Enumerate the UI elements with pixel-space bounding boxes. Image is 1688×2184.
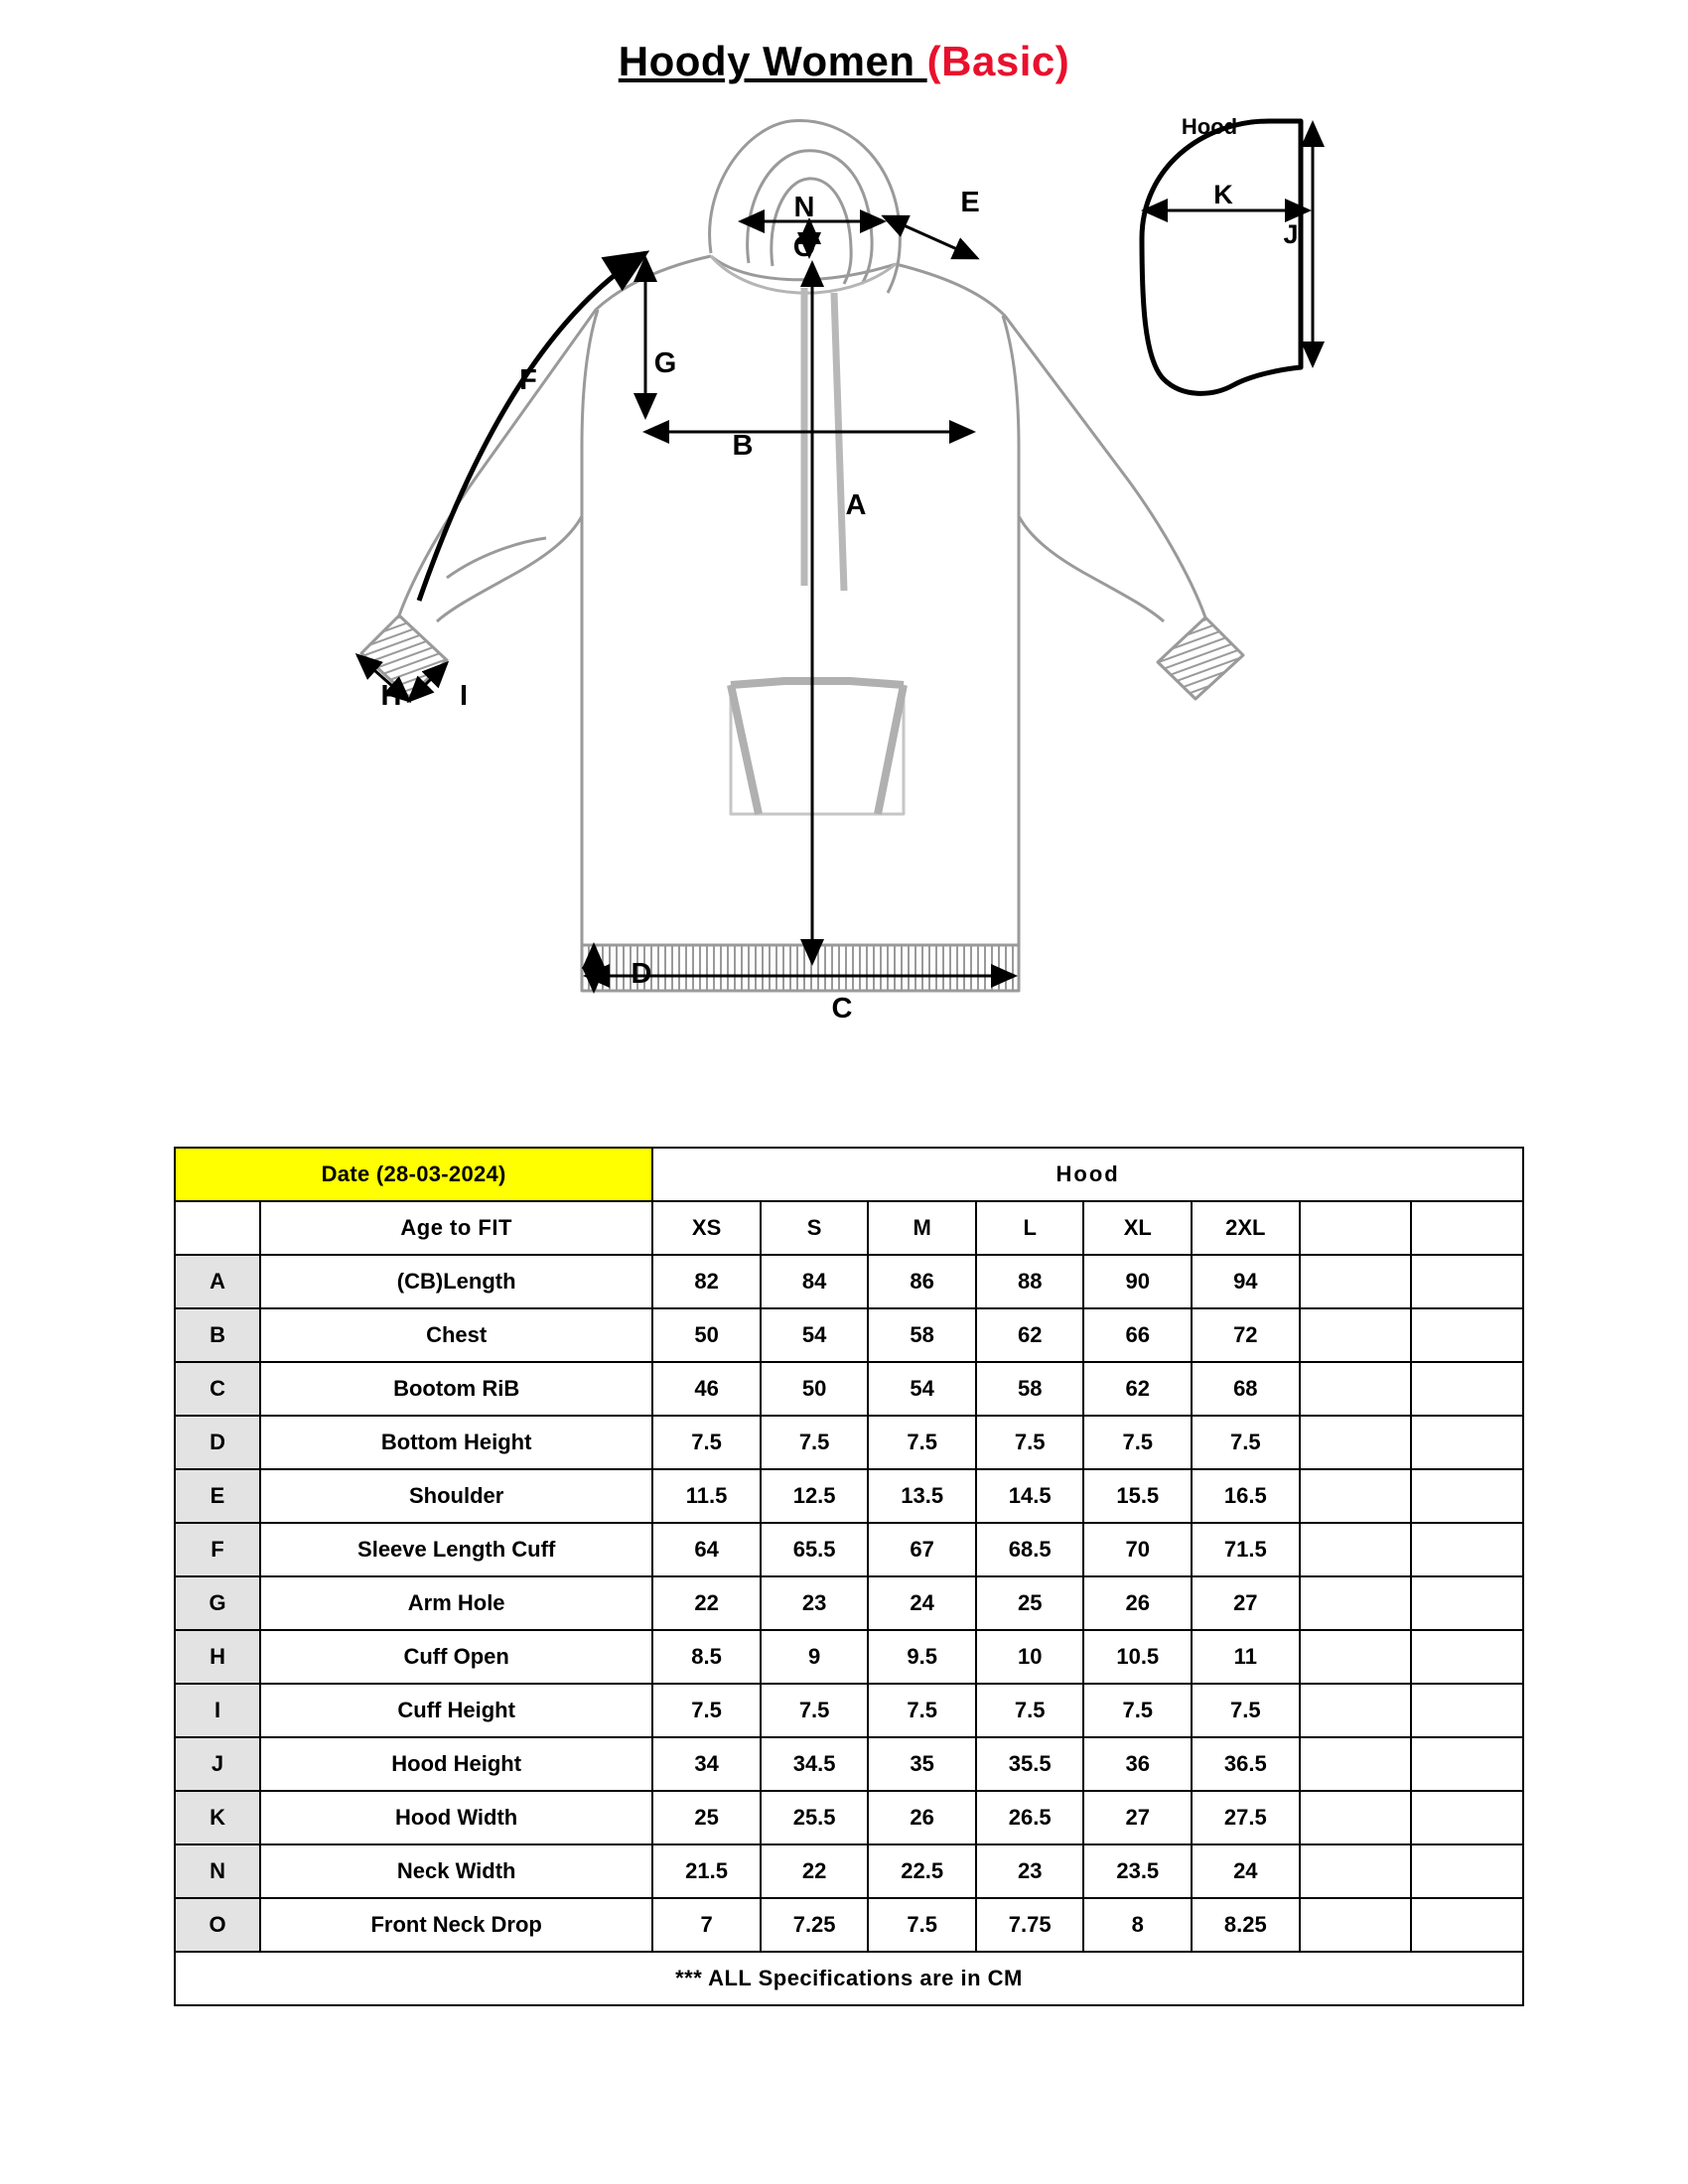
row-value-xl: 62 — [1083, 1362, 1192, 1416]
row-letter: A — [175, 1255, 260, 1308]
row-value-2xl: 71.5 — [1192, 1523, 1300, 1576]
row-value-xs: 64 — [652, 1523, 761, 1576]
size-header-s: S — [761, 1201, 869, 1255]
row-blank-2 — [1411, 1523, 1523, 1576]
row-value-2xl: 36.5 — [1192, 1737, 1300, 1791]
row-value-xl: 90 — [1083, 1255, 1192, 1308]
row-value-xs: 8.5 — [652, 1630, 761, 1684]
row-value-xs: 22 — [652, 1576, 761, 1630]
size-header-blank-1 — [1300, 1201, 1412, 1255]
row-value-m: 7.5 — [868, 1684, 976, 1737]
row-value-m: 24 — [868, 1576, 976, 1630]
table-row — [175, 1737, 1523, 1791]
row-name: Chest — [260, 1308, 652, 1362]
row-value-2xl: 72 — [1192, 1308, 1300, 1362]
size-header-blank-2 — [1411, 1201, 1523, 1255]
row-value-l: 7.75 — [976, 1898, 1084, 1952]
table-row — [175, 1844, 1523, 1898]
table-row — [175, 1791, 1523, 1844]
row-value-2xl: 8.25 — [1192, 1898, 1300, 1952]
label-A: A — [845, 489, 867, 521]
row-letter: E — [175, 1469, 260, 1523]
row-letter: O — [175, 1898, 260, 1952]
label-J: J — [1283, 219, 1299, 249]
label-N: N — [793, 192, 815, 223]
row-value-2xl: 24 — [1192, 1844, 1300, 1898]
label-E: E — [960, 187, 980, 218]
label-B: B — [732, 430, 754, 462]
row-value-s: 84 — [761, 1255, 869, 1308]
table-row — [175, 1469, 1523, 1523]
row-name: Shoulder — [260, 1469, 652, 1523]
row-value-xs: 46 — [652, 1362, 761, 1416]
size-header-l: L — [976, 1201, 1084, 1255]
row-name: Cuff Height — [260, 1684, 652, 1737]
row-value-m: 9.5 — [868, 1630, 976, 1684]
row-value-l: 58 — [976, 1362, 1084, 1416]
row-blank-1 — [1300, 1469, 1412, 1523]
row-value-m: 54 — [868, 1362, 976, 1416]
row-value-xs: 7.5 — [652, 1416, 761, 1469]
row-blank-2 — [1411, 1576, 1523, 1630]
row-value-m: 86 — [868, 1255, 976, 1308]
page-title-sub: (Basic) — [926, 38, 1070, 84]
table-row — [175, 1416, 1523, 1469]
row-letter: H — [175, 1630, 260, 1684]
row-value-s: 23 — [761, 1576, 869, 1630]
row-blank-2 — [1411, 1308, 1523, 1362]
row-value-m: 7.5 — [868, 1416, 976, 1469]
row-value-s: 7.25 — [761, 1898, 869, 1952]
row-value-xl: 26 — [1083, 1576, 1192, 1630]
age-to-fit-label: Age to FIT — [260, 1201, 652, 1255]
row-blank-2 — [1411, 1844, 1523, 1898]
row-value-l: 14.5 — [976, 1469, 1084, 1523]
row-value-2xl: 94 — [1192, 1255, 1300, 1308]
row-value-m: 58 — [868, 1308, 976, 1362]
row-blank-2 — [1411, 1469, 1523, 1523]
row-value-m: 67 — [868, 1523, 976, 1576]
row-value-s: 9 — [761, 1630, 869, 1684]
label-D: D — [631, 958, 652, 990]
row-name: (CB)Length — [260, 1255, 652, 1308]
table-row — [175, 1255, 1523, 1308]
row-name: Front Neck Drop — [260, 1898, 652, 1952]
row-value-m: 22.5 — [868, 1844, 976, 1898]
row-value-xl: 23.5 — [1083, 1844, 1192, 1898]
row-value-xs: 25 — [652, 1791, 761, 1844]
row-name: Neck Width — [260, 1844, 652, 1898]
size-header-m: M — [868, 1201, 976, 1255]
row-value-2xl: 16.5 — [1192, 1469, 1300, 1523]
row-value-xs: 21.5 — [652, 1844, 761, 1898]
spec-table-container — [174, 1147, 1524, 2006]
row-value-xs: 7 — [652, 1898, 761, 1952]
row-letter: C — [175, 1362, 260, 1416]
size-header-xl: XL — [1083, 1201, 1192, 1255]
row-blank-1 — [1300, 1684, 1412, 1737]
row-value-s: 50 — [761, 1362, 869, 1416]
label-C: C — [831, 993, 853, 1024]
row-value-l: 7.5 — [976, 1416, 1084, 1469]
row-blank-1 — [1300, 1791, 1412, 1844]
label-I: I — [459, 680, 469, 712]
table-row — [175, 1308, 1523, 1362]
date-cell: Date (28-03-2024) — [175, 1148, 652, 1201]
row-value-2xl: 7.5 — [1192, 1416, 1300, 1469]
row-value-s: 12.5 — [761, 1469, 869, 1523]
row-value-xl: 36 — [1083, 1737, 1192, 1791]
row-value-l: 10 — [976, 1630, 1084, 1684]
row-value-xl: 66 — [1083, 1308, 1192, 1362]
page-title-main: Hoody Women — [618, 38, 927, 84]
row-blank-1 — [1300, 1898, 1412, 1952]
row-value-xl: 7.5 — [1083, 1416, 1192, 1469]
row-blank-1 — [1300, 1576, 1412, 1630]
row-blank-1 — [1300, 1362, 1412, 1416]
label-H: H — [380, 680, 402, 712]
row-value-l: 26.5 — [976, 1791, 1084, 1844]
row-letter: J — [175, 1737, 260, 1791]
row-blank-2 — [1411, 1630, 1523, 1684]
row-blank-2 — [1411, 1898, 1523, 1952]
table-row-date — [175, 1148, 1523, 1201]
row-value-2xl: 27.5 — [1192, 1791, 1300, 1844]
row-blank-1 — [1300, 1737, 1412, 1791]
row-blank-2 — [1411, 1737, 1523, 1791]
row-value-l: 25 — [976, 1576, 1084, 1630]
row-value-s: 54 — [761, 1308, 869, 1362]
row-value-l: 7.5 — [976, 1684, 1084, 1737]
row-value-l: 62 — [976, 1308, 1084, 1362]
row-value-2xl: 68 — [1192, 1362, 1300, 1416]
row-blank-1 — [1300, 1416, 1412, 1469]
technical-drawing — [149, 89, 1569, 1132]
row-value-l: 68.5 — [976, 1523, 1084, 1576]
row-letter: D — [175, 1416, 260, 1469]
row-value-l: 23 — [976, 1844, 1084, 1898]
table-row-footer — [175, 1952, 1523, 2005]
size-header-2xl: 2XL — [1192, 1201, 1300, 1255]
row-name: Sleeve Length Cuff — [260, 1523, 652, 1576]
table-row — [175, 1630, 1523, 1684]
label-F: F — [519, 364, 537, 396]
row-value-s: 22 — [761, 1844, 869, 1898]
row-value-s: 34.5 — [761, 1737, 869, 1791]
row-value-xl: 70 — [1083, 1523, 1192, 1576]
row-letter: F — [175, 1523, 260, 1576]
row-value-xl: 27 — [1083, 1791, 1192, 1844]
row-name: Bottom Height — [260, 1416, 652, 1469]
row-value-xl: 15.5 — [1083, 1469, 1192, 1523]
row-blank-2 — [1411, 1416, 1523, 1469]
table-row — [175, 1898, 1523, 1952]
row-value-s: 7.5 — [761, 1416, 869, 1469]
units-note: *** ALL Specifications are in CM — [175, 1952, 1523, 2005]
table-row-sizes — [175, 1201, 1523, 1255]
row-value-xl: 10.5 — [1083, 1630, 1192, 1684]
row-value-xs: 11.5 — [652, 1469, 761, 1523]
row-value-s: 25.5 — [761, 1791, 869, 1844]
row-letter: N — [175, 1844, 260, 1898]
table-row — [175, 1523, 1523, 1576]
row-letter: B — [175, 1308, 260, 1362]
row-value-s: 7.5 — [761, 1684, 869, 1737]
page-title — [0, 38, 1688, 85]
table-row — [175, 1362, 1523, 1416]
row-blank-1 — [1300, 1308, 1412, 1362]
row-blank-2 — [1411, 1255, 1523, 1308]
row-name: Bootom RiB — [260, 1362, 652, 1416]
row-value-l: 88 — [976, 1255, 1084, 1308]
row-blank-1 — [1300, 1255, 1412, 1308]
row-name: Hood Width — [260, 1791, 652, 1844]
row-name: Cuff Open — [260, 1630, 652, 1684]
row-value-m: 7.5 — [868, 1898, 976, 1952]
row-blank-2 — [1411, 1684, 1523, 1737]
row-blank-2 — [1411, 1791, 1523, 1844]
row-value-m: 13.5 — [868, 1469, 976, 1523]
hood-detail-label: Hood — [1181, 114, 1238, 139]
row-blank-1 — [1300, 1844, 1412, 1898]
row-value-xs: 34 — [652, 1737, 761, 1791]
blank-corner-cell — [175, 1201, 260, 1255]
label-K: K — [1213, 180, 1233, 209]
row-value-xl: 8 — [1083, 1898, 1192, 1952]
row-blank-2 — [1411, 1362, 1523, 1416]
row-letter: K — [175, 1791, 260, 1844]
row-value-m: 35 — [868, 1737, 976, 1791]
row-letter: G — [175, 1576, 260, 1630]
row-value-2xl: 27 — [1192, 1576, 1300, 1630]
row-value-2xl: 7.5 — [1192, 1684, 1300, 1737]
row-name: Hood Height — [260, 1737, 652, 1791]
row-blank-1 — [1300, 1630, 1412, 1684]
row-value-s: 65.5 — [761, 1523, 869, 1576]
row-value-xs: 7.5 — [652, 1684, 761, 1737]
row-value-2xl: 11 — [1192, 1630, 1300, 1684]
size-header-xs: XS — [652, 1201, 761, 1255]
row-name: Arm Hole — [260, 1576, 652, 1630]
row-blank-1 — [1300, 1523, 1412, 1576]
row-value-xs: 50 — [652, 1308, 761, 1362]
row-letter: I — [175, 1684, 260, 1737]
label-G: G — [653, 347, 677, 379]
measurement-spec-table — [174, 1147, 1524, 2006]
table-row — [175, 1684, 1523, 1737]
row-value-xs: 82 — [652, 1255, 761, 1308]
row-value-l: 35.5 — [976, 1737, 1084, 1791]
row-value-xl: 7.5 — [1083, 1684, 1192, 1737]
label-O: O — [792, 231, 816, 263]
group-header-hood: Hood — [652, 1148, 1523, 1201]
table-row — [175, 1576, 1523, 1630]
row-value-m: 26 — [868, 1791, 976, 1844]
